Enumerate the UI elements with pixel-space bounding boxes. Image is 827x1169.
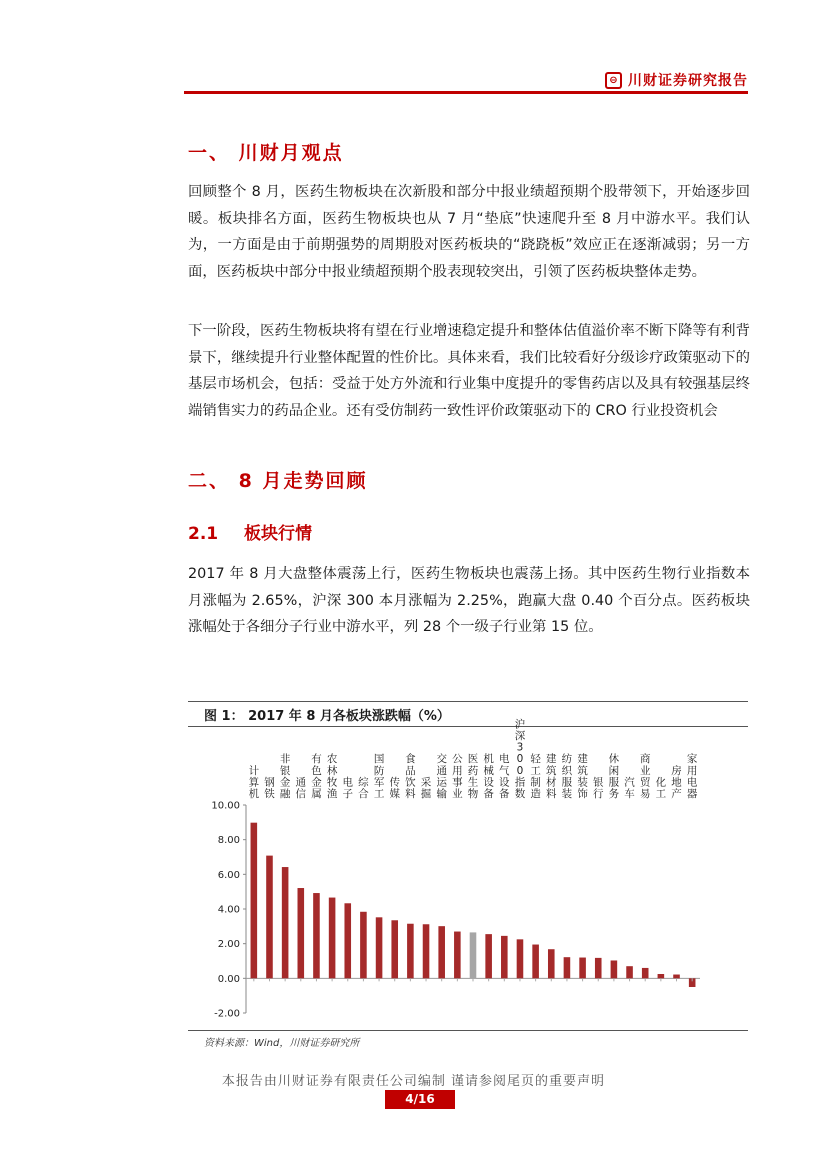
category-label: 电子 (342, 776, 354, 800)
section1-paragraph-2: 下一阶段，医药生物板块将有望在行业增速稳定提升和整体估值溢价率不断下降等有利背景下，继续提升行业整体配置的性价比。具体来看，我们比较看好分级诊疗政策驱动下的基层市场机会，包括：受益于处方外流和行业集中度提升的零售药店以及具有较强基层终端销售实力的药品企业。还有受仿制药一致性评价政策驱动下的 CRO 行业投资机会 (188, 323, 750, 419)
section21-paragraph: 2017 年 8 月大盘整体震荡上行，医药生物板块也震荡上扬。其中医药生物行业指数本月涨幅为 2.65%，沪深 300 本月涨幅为 2.25%，跑赢大盘 0.40 个百分点。医药板块涨幅处于各细分子行业中游水平，列 28 个一级子行业第 15 位。 (188, 566, 750, 635)
y-tick-label: 8.00 (217, 835, 240, 847)
y-tick-label: 4.00 (217, 904, 240, 916)
logo-icon: ⊖ (605, 72, 622, 89)
category-label: 采掘 (420, 776, 432, 800)
category-label: 钢铁 (264, 776, 275, 800)
bar (579, 958, 586, 979)
bar (329, 898, 336, 979)
category-label: 商业贸易 (639, 753, 651, 800)
category-label: 休闲服务 (608, 753, 620, 800)
y-tick-label: 0.00 (217, 973, 240, 985)
bar (344, 903, 351, 978)
bar (313, 893, 320, 978)
category-label: 电气设备 (499, 753, 510, 800)
section21-title: 板块行情 (244, 524, 312, 544)
bar (485, 934, 492, 978)
brand (605, 70, 748, 90)
category-label: 食品饮料 (405, 753, 416, 800)
bar (564, 957, 571, 978)
figure-source: 资料来源：Wind，川财证券研究所 (204, 1038, 360, 1049)
section1-paragraph-1: 回顾整个 8 月，医药生物板块在次新股和部分中报业绩超预期个股带领下，开始逐步回暖。板块排名方面，医药生物板块也从 7 月“垫底”快速爬升至 8 月中游水平。我们认为，一方面是由于前期强势的周期股对医药板块的“跷跷板”效应正在逐渐减弱；另一方面，医药板块中部分中报业绩超预期个股表现较突出，引领了医药板块整体走势。 (188, 184, 750, 280)
page-number: 4/16 (385, 1090, 455, 1109)
bar (611, 960, 618, 978)
y-tick-label: 6.00 (217, 869, 240, 881)
category-label: 综合 (358, 776, 369, 800)
category-label: 非银金融 (279, 753, 291, 800)
header-rule (184, 91, 748, 94)
section21-number: 2.1 (188, 524, 219, 544)
y-tick-label: -2.00 (214, 1008, 240, 1020)
category-label: 通信 (295, 776, 307, 800)
category-label: 农林牧渔 (326, 753, 338, 800)
category-label: 交通运输 (436, 753, 447, 800)
bar (642, 968, 649, 978)
bar (251, 823, 258, 979)
section2-title: 二、 8 月走势回顾 (188, 470, 368, 492)
category-label: 轻工制造 (530, 753, 541, 800)
bar (360, 912, 367, 979)
category-label: 医药生物 (467, 753, 479, 800)
bar (548, 949, 555, 978)
category-label: 公用事业 (452, 753, 463, 800)
bar (391, 920, 398, 978)
category-label: 建筑材料 (546, 753, 557, 800)
bar (595, 958, 602, 978)
bar (470, 932, 477, 978)
category-label: 家用电器 (686, 753, 698, 800)
brand-text: 川财证券研究报告 (628, 73, 748, 89)
bar-chart (188, 718, 748, 1027)
category-label: 计算机 (248, 764, 260, 800)
section21-heading (188, 519, 312, 544)
category-label: 化工 (655, 776, 667, 800)
category-label: 银行 (592, 776, 604, 800)
bar (626, 966, 633, 978)
figure-1 (188, 701, 748, 1031)
footer-statement: 本报告由川财证券有限责任公司编制 谨请参阅尾页的重要声明 (221, 1074, 606, 1089)
figure-title: 图 1： 2017 年 8 月各板块涨跌幅（%） (204, 709, 450, 724)
y-tick-label: 2.00 (217, 939, 240, 951)
category-label: 房地产 (671, 764, 682, 800)
bar (532, 945, 539, 979)
bar (298, 888, 305, 978)
bar (376, 917, 383, 978)
bar (282, 867, 289, 978)
bar (673, 975, 680, 979)
page-header (184, 66, 748, 94)
bar (438, 926, 445, 978)
category-label: 有色金属 (311, 753, 322, 800)
y-tick-label: 10.00 (211, 800, 240, 812)
bar (501, 936, 508, 978)
bar (266, 856, 273, 979)
figure-top-rule (188, 701, 748, 702)
category-label: 建筑装饰 (577, 753, 588, 800)
bar (454, 932, 461, 979)
figure-bottom-rule (188, 1030, 748, 1031)
category-label: 汽车 (624, 776, 635, 800)
bar (517, 939, 524, 978)
section1-title: 一、 川财月观点 (188, 142, 344, 164)
bar (423, 924, 430, 978)
category-label: 传媒 (389, 776, 400, 800)
bar (658, 974, 665, 978)
category-label: 沪深 3 0 0 指数 (514, 718, 526, 800)
bar (407, 924, 414, 979)
category-label: 国防军工 (373, 753, 385, 800)
category-label: 机械设备 (483, 753, 494, 800)
category-label: 纺织服装 (561, 753, 573, 800)
